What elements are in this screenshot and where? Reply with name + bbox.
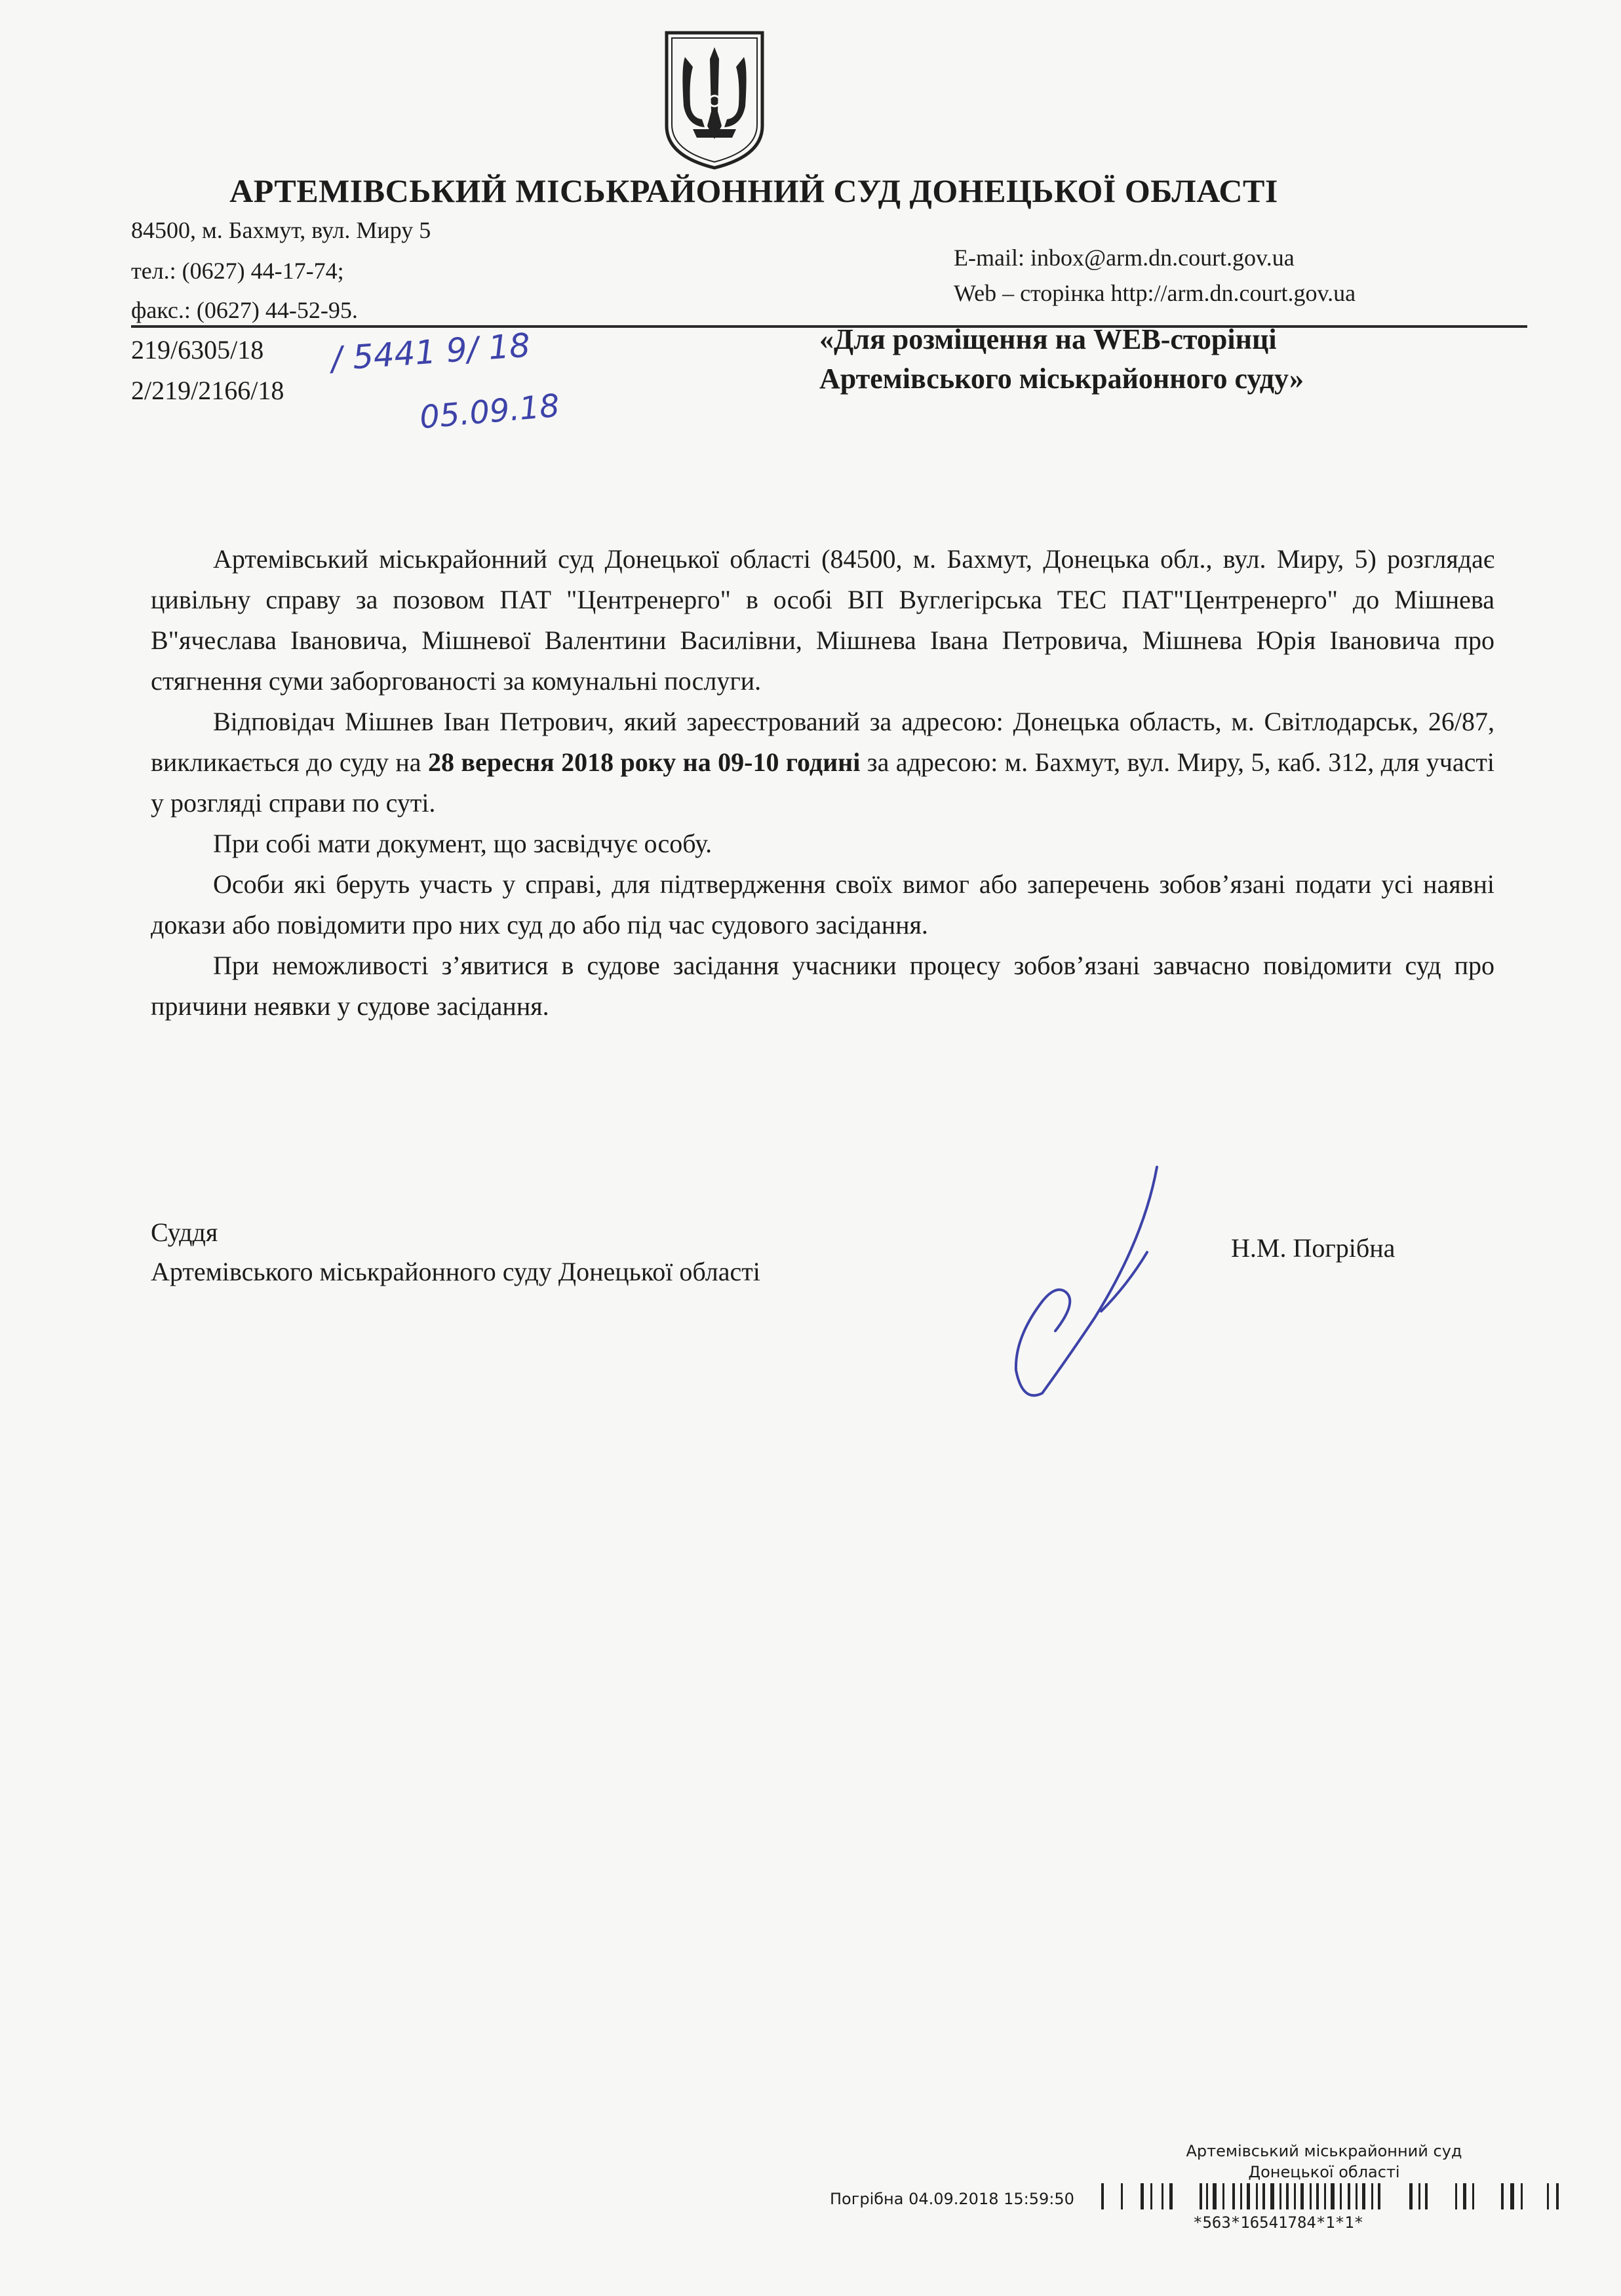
stamp-org-line-1: Артемівський міськрайонний суд [1186, 2142, 1462, 2160]
registration-timestamp: Погрібна 04.09.2018 15:59:50 [830, 2190, 1074, 2208]
barcode-number: *563*16541784*1*1* [1193, 2213, 1364, 2232]
summons-text-end: за адресою: м. Бахмут, вул. Миру, 5, каб. 312, для участі у розгляді справи по суті. [151, 747, 1494, 818]
paragraph-evidence: Особи які беруть участь у справі, для підтвердження своїх вимог або заперечень зобов’язані подати усі наявні докази або повідомити про них суд до або під час судового засідання. [151, 869, 1494, 940]
tryzub-coat-of-arms-icon [659, 28, 770, 172]
handwritten-date: 05.09.18 [418, 387, 561, 437]
web-publication-note [819, 320, 1475, 399]
web-note-line-2: Артемівського міськрайонного суду» [819, 363, 1304, 395]
paragraph-summons [151, 702, 1494, 823]
judge-name: Н.М. Погрібна [1231, 1233, 1396, 1263]
web-note-line-1: «Для розміщення на WEB-сторінці [819, 323, 1277, 355]
stamp-org-line-2: Донецької області [1248, 2163, 1400, 2181]
judge-court: Артемівського міськрайонного суду Донецької області [151, 1257, 760, 1286]
handwritten-signature-icon [996, 1160, 1200, 1403]
case-number: 219/6305/18 [131, 335, 264, 365]
court-name-heading: АРТЕМІВСЬКИЙ МІСЬКРАЙОННИЙ СУД ДОНЕЦЬКОЇ ОБЛАСТІ [229, 172, 1278, 209]
judge-signature-label [151, 1213, 760, 1292]
proceeding-number: 2/219/2166/18 [131, 376, 284, 405]
handwritten-registration-number: / 5441 9/ 18 [330, 326, 532, 378]
court-website: Web – сторінка http://arm.dn.court.gov.ua [954, 280, 1356, 306]
registration-stamp-org [1167, 2141, 1481, 2183]
court-phone: тел.: (0627) 44-17-74; [131, 258, 344, 284]
court-address: 84500, м. Бахмут, вул. Миру 5 [131, 217, 431, 243]
paragraph-id-document: При собі мати документ, що засвідчує особу. [213, 829, 713, 858]
court-email: E-mail: inbox@arm.dn.court.gov.ua [954, 245, 1295, 271]
paragraph-case: Артемівський міськрайонний суд Донецької області (84500, м. Бахмут, Донецька обл., вул. Миру, 5) розглядає цивільну справу за позовом ПАТ "Центренерго" в особі ВП Вуглегірська ТЕС ПАТ"Центренерго" до Мішнева В"ячеслава Івановича, Мішневої Валентини Василівни, Мішнева Івана Петровича, Мішнева Юрія Івановича про стягнення суми заборгованості за комунальні послуги. [151, 544, 1494, 696]
judge-title: Суддя [151, 1217, 218, 1247]
summons-text-start: Відповідач Мішнев Іван Петрович, який зареєстрований за адресою: Донецька область, м. Світлодарськ, 26/87, викликається до суду на [151, 707, 1494, 777]
paragraph-absence: При неможливості з’явитися в судове засідання учасники процесу зобов’язані завчасно повідомити суд про причини неявки у судове засідання. [151, 951, 1494, 1021]
notice-body [151, 539, 1494, 1027]
court-fax: факс.: (0627) 44-52-95. [131, 297, 358, 323]
hearing-date-time: 28 вересня 2018 року на 09-10 годині [427, 747, 861, 777]
barcode-icon [1101, 2181, 1567, 2212]
